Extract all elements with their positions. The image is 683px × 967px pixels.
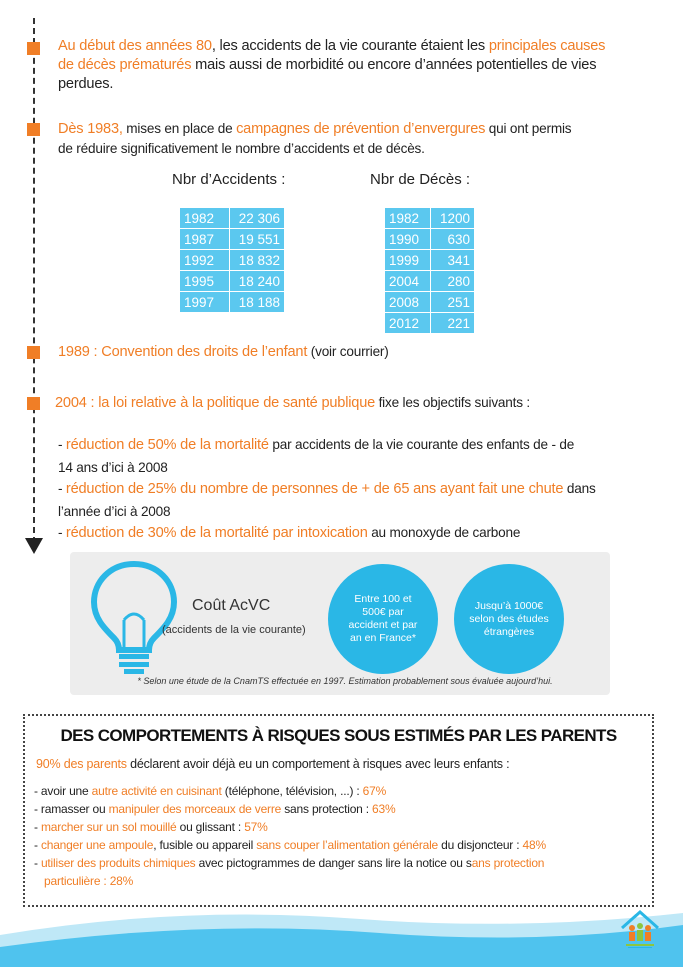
text: ou glissant :	[176, 820, 245, 834]
value-cell: 221	[431, 313, 475, 334]
text-orange: 67%	[362, 784, 387, 798]
text: -	[58, 481, 66, 496]
text-orange: sans couper l’alimentation générale	[256, 838, 439, 852]
text-orange: 48%	[522, 838, 546, 852]
risk-item-continued	[44, 874, 133, 889]
section-1980s	[58, 37, 648, 94]
table-row	[180, 250, 285, 271]
text: - avoir une	[34, 784, 92, 798]
value-cell: 280	[431, 271, 475, 292]
text-orange: particulière	[44, 874, 101, 888]
cost-title: Coût AcVC	[192, 597, 271, 614]
text: qui ont permis	[485, 121, 572, 136]
year-cell: 1997	[180, 292, 230, 313]
cost-box	[70, 552, 610, 695]
year-cell: 1990	[385, 229, 431, 250]
text-orange: manipuler des morceaux de verre	[108, 802, 282, 816]
text: déclarent avoir déjà eu un comportement à risques avec leurs enfants :	[126, 757, 510, 771]
text: mais aussi de morbidité ou encore d’années potentielles de vies	[191, 57, 597, 73]
year-cell: 2008	[385, 292, 431, 313]
text: perdues.	[58, 76, 114, 92]
accidents-table-title: Nbr d’Accidents :	[172, 171, 286, 188]
year-cell: 2012	[385, 313, 431, 334]
text-orange: ans protection	[471, 856, 545, 870]
year-cell: 1992	[180, 250, 230, 271]
text-orange: réduction de 30% de la mortalité par intoxication	[65, 525, 368, 541]
section-1989	[58, 342, 648, 362]
text: (téléphone, télévision, ...) :	[221, 784, 363, 798]
text: de réduire significativement le nombre d’accidents et de décès.	[58, 141, 425, 156]
text: fixe les objectifs suivants :	[375, 395, 530, 410]
text-orange: 1989 : Convention des droits de l’enfant	[58, 344, 308, 360]
table-row	[180, 271, 285, 292]
cost-circle-foreign: Jusqu’à 1000€ selon des études étrangères	[454, 564, 564, 674]
value-cell: 18 188	[230, 292, 285, 313]
table-row	[385, 250, 475, 271]
text: -	[58, 525, 66, 540]
table-row	[385, 271, 475, 292]
value-cell: 1200	[431, 208, 475, 229]
lightbulb-icon	[88, 558, 180, 676]
value-cell: 341	[431, 250, 475, 271]
text-orange: autre activité en cuisinant	[91, 784, 222, 798]
objectives-list	[58, 434, 668, 545]
table-row	[385, 229, 475, 250]
text-orange: 63%	[372, 802, 396, 816]
text: (voir courrier)	[307, 344, 389, 359]
risks-intro	[36, 757, 509, 772]
year-cell: 1982	[385, 208, 431, 229]
deces-table	[384, 207, 475, 334]
value-cell: 630	[431, 229, 475, 250]
bullet-square-icon	[27, 397, 40, 410]
text-orange: 57%	[244, 820, 268, 834]
year-cell: 1982	[180, 208, 230, 229]
text: du disjoncteur :	[438, 838, 523, 852]
timeline-line	[33, 18, 35, 543]
value-cell: 18 832	[230, 250, 285, 271]
year-cell: 1987	[180, 229, 230, 250]
text: sans protection :	[281, 802, 373, 816]
text-orange: utiliser des produits chimiques	[40, 856, 196, 870]
text: au monoxyde de carbone	[367, 525, 521, 540]
bullet-square-icon	[27, 123, 40, 136]
value-cell: 251	[431, 292, 475, 313]
risks-heading: DES COMPORTEMENTS À RISQUES SOUS ESTIMÉS PAR LES PARENTS	[60, 726, 617, 745]
cost-circle-france: Entre 100 et 500€ par accident et par an en France*	[328, 564, 438, 674]
text: -	[58, 437, 66, 452]
value-cell: 22 306	[230, 208, 285, 229]
text: par accidents de la vie courante des enfants de - de	[268, 437, 575, 452]
table-row	[180, 208, 285, 229]
text: , les accidents de la vie courante étaient les	[211, 38, 489, 54]
house-family-logo-icon	[618, 906, 662, 950]
text-orange: principales causes	[488, 38, 606, 54]
risk-item	[34, 856, 544, 871]
bullet-square-icon	[27, 346, 40, 359]
text-orange: changer une ampoule	[40, 838, 154, 852]
bullet-square-icon	[27, 42, 40, 55]
year-cell: 2004	[385, 271, 431, 292]
risk-item	[34, 820, 268, 835]
section-1983	[58, 119, 648, 158]
accidents-table	[179, 207, 285, 313]
text-orange: 90% des parents	[36, 757, 127, 771]
value-cell: 19 551	[230, 229, 285, 250]
timeline-arrow-icon	[25, 538, 43, 554]
year-cell: 1995	[180, 271, 230, 292]
text-orange: marcher sur un sol mouillé	[40, 820, 177, 834]
table-row	[385, 208, 475, 229]
text-orange: campagnes de prévention d’envergures	[236, 121, 486, 137]
section-2004	[55, 393, 645, 413]
cost-footnote: * Selon une étude de la CnamTS effectuée en 1997. Estimation probablement sous évaluée aujourd’hui.	[137, 676, 553, 686]
table-row	[180, 229, 285, 250]
text-orange: réduction de 25% du nombre de personnes de + de 65 ans ayant fait une chute	[65, 481, 564, 497]
cost-subtitle: (accidents de la vie courante)	[162, 624, 306, 636]
table-row	[385, 313, 475, 334]
text-orange: : 28%	[100, 874, 134, 888]
text: mises en place de	[122, 121, 237, 136]
text: -	[34, 838, 41, 852]
text: -	[34, 856, 41, 870]
text-orange: réduction de 50% de la mortalité	[65, 437, 269, 453]
text-orange: Dès 1983,	[58, 121, 123, 137]
risk-item	[34, 802, 395, 817]
year-cell: 1999	[385, 250, 431, 271]
table-row	[180, 292, 285, 313]
text: 14 ans d’ici à 2008	[58, 459, 168, 475]
text: avec pictogrammes de danger sans lire la notice ou s	[195, 856, 472, 870]
text: dans	[563, 481, 596, 496]
bottom-wave-decoration	[0, 905, 683, 967]
text: -	[34, 820, 41, 834]
risk-item	[34, 838, 546, 853]
text-orange: 2004 : la loi relative à la politique de santé publique	[55, 395, 376, 411]
risk-item	[34, 784, 386, 799]
deces-table-title: Nbr de Décès :	[370, 171, 471, 188]
table-row	[385, 292, 475, 313]
text-orange: Au début des années 80	[58, 38, 212, 54]
value-cell: 18 240	[230, 271, 285, 292]
text: - ramasser ou	[34, 802, 109, 816]
text-orange: de décès prématurés	[58, 57, 192, 73]
text: l’année d’ici à 2008	[58, 503, 171, 519]
text: , fusible ou appareil	[153, 838, 257, 852]
